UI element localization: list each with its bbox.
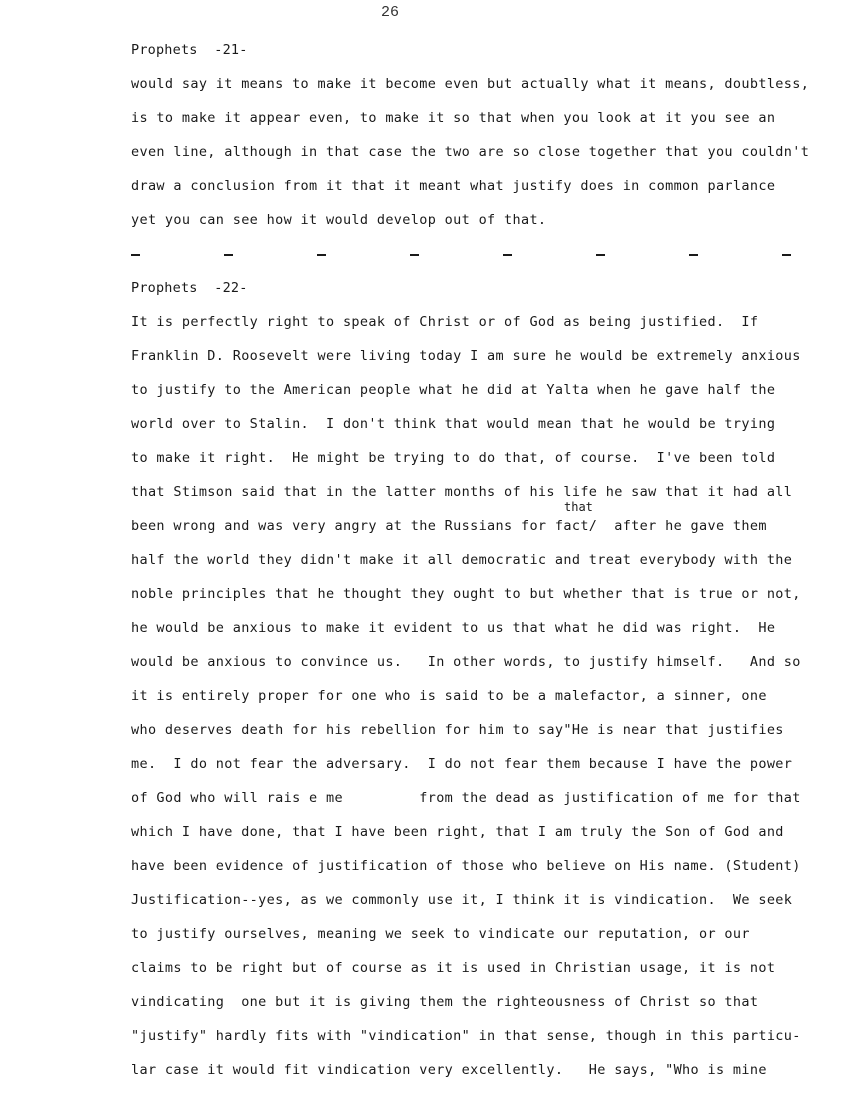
text-line: noble principles that he thought they ought to but whether that is true or not,	[131, 586, 801, 602]
text-line: vindicating one but it is giving them the righteousness of Christ so that	[131, 994, 759, 1010]
text-line: to justify ourselves, meaning we seek to vindicate our reputation, or our	[131, 926, 750, 942]
text-line: who deserves death for his rebellion for him to say"He is near that justifies	[131, 722, 784, 738]
divider-dash	[596, 254, 605, 256]
text-line: of God who will rais e me from the dead as justification of me for that	[131, 790, 801, 806]
text-line: lar case it would fit vindication very excellently. He says, "Who is mine	[131, 1062, 767, 1078]
divider-dash	[224, 254, 233, 256]
text-line: claims to be right but of course as it is used in Christian usage, it is not	[131, 960, 776, 976]
text-line: even line, although in that case the two are so close together that you couldn't	[131, 144, 810, 160]
text-line: have been evidence of justification of those who believe on His name. (Student)	[131, 858, 801, 874]
text-line: it is entirely proper for one who is said to be a malefactor, a sinner, one	[131, 688, 767, 704]
text-line: which I have done, that I have been right, that I am truly the Son of God and	[131, 824, 784, 840]
text-line: been wrong and was very angry at the Russians for fact/ after he gave them	[131, 518, 767, 534]
interlinear-insert: that	[564, 500, 593, 514]
text-line: that Stimson said that in the latter months of his life he saw that it had all	[131, 484, 793, 500]
text-line: world over to Stalin. I don't think that would mean that he would be trying	[131, 416, 776, 432]
text-line: "justify" hardly fits with "vindication" in that sense, though in this particu-	[131, 1028, 801, 1044]
text-line: to justify to the American people what he did at Yalta when he gave half the	[131, 382, 776, 398]
section-heading-21: Prophets -21-	[131, 42, 248, 58]
divider-dash	[410, 254, 419, 256]
divider-dash	[782, 254, 791, 256]
divider-dash	[503, 254, 512, 256]
section-divider	[131, 250, 791, 258]
text-line: to make it right. He might be trying to do that, of course. I've been told	[131, 450, 776, 466]
text-line: It is perfectly right to speak of Christ or of God as being justified. If	[131, 314, 759, 330]
text-line: Justification--yes, as we commonly use it, I think it is vindication. We seek	[131, 892, 793, 908]
page-number: 26	[380, 4, 399, 21]
text-line: yet you can see how it would develop out of that.	[131, 212, 547, 228]
text-line: me. I do not fear the adversary. I do not fear them because I have the power	[131, 756, 793, 772]
text-line: would say it means to make it become even but actually what it means, doubtless,	[131, 76, 810, 92]
text-line: is to make it appear even, to make it so that when you look at it you see an	[131, 110, 776, 126]
divider-dash	[689, 254, 698, 256]
section-heading-22: Prophets -22-	[131, 280, 248, 296]
text-line: he would be anxious to make it evident to us that what he did was right. He	[131, 620, 776, 636]
text-line: would be anxious to convince us. In other words, to justify himself. And so	[131, 654, 801, 670]
text-line: half the world they didn't make it all democratic and treat everybody with the	[131, 552, 793, 568]
text-line: Franklin D. Roosevelt were living today I am sure he would be extremely anxious	[131, 348, 801, 364]
divider-dash	[131, 254, 140, 256]
divider-dash	[317, 254, 326, 256]
text-line: draw a conclusion from it that it meant what justify does in common parlance	[131, 178, 776, 194]
